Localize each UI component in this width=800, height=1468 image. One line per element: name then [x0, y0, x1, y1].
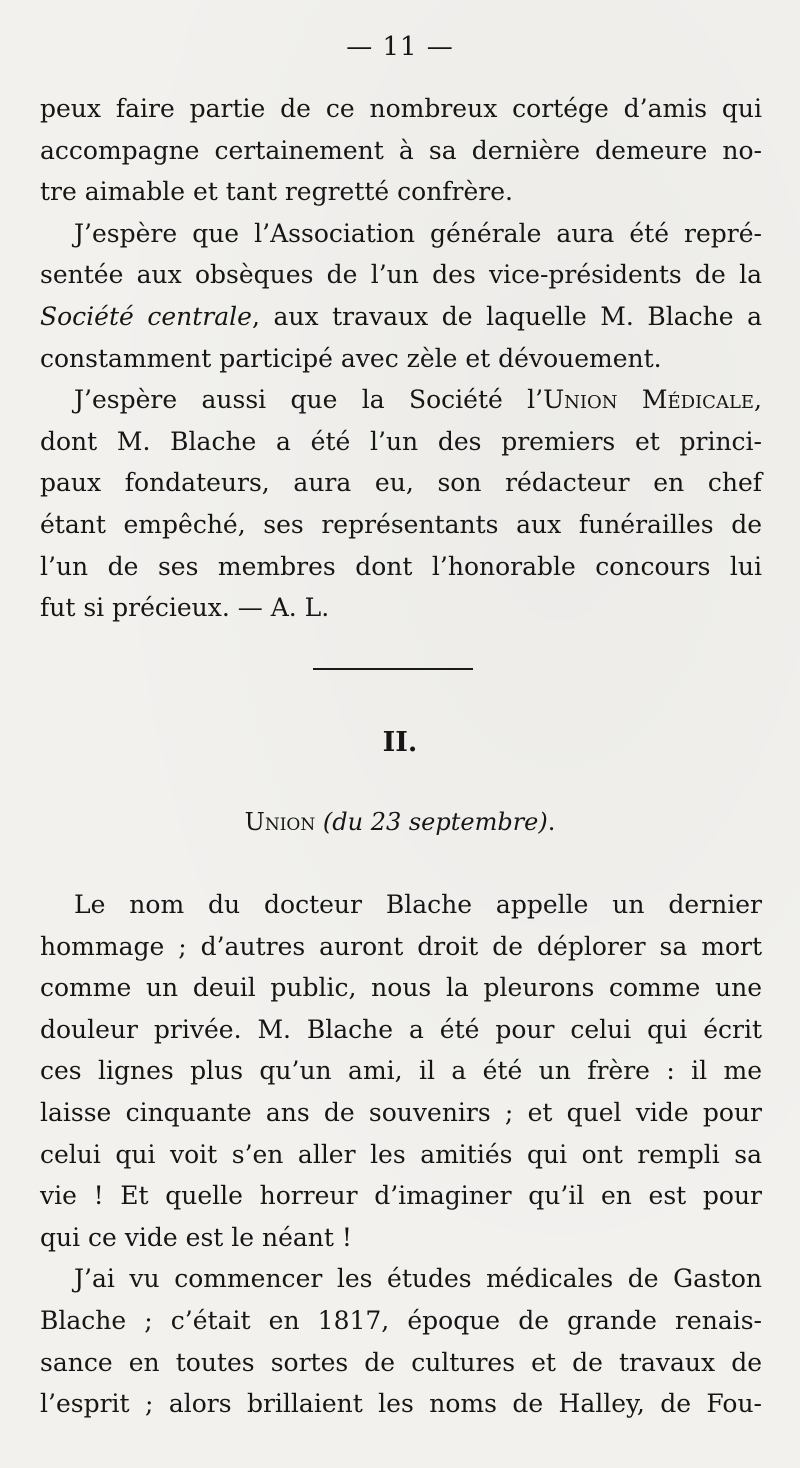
text-line: hommage ; d’autres auront droit de déplorer sa mort [40, 931, 762, 961]
text-line: l’esprit ; alors brillaient les noms de Halley, de Fou- [40, 1389, 762, 1419]
text-line [40, 296, 762, 338]
page-number: — 11 — [346, 32, 454, 62]
text-fragment: , [754, 385, 762, 415]
text-line: Le nom du docteur Blache appelle un dernier [74, 890, 762, 919]
text-line: fut si précieux. — A. L. [40, 593, 330, 623]
text-line: comme un deuil public, nous la pleurons comme une [40, 973, 762, 1003]
section-heading [0, 808, 800, 836]
text-line: laisse cinquante ans de souvenirs ; et quel vide pour [40, 1097, 762, 1127]
section-heading-period: . [547, 808, 556, 836]
text-line: J’espère que l’Association générale aura été repré- [74, 218, 762, 248]
text-line: douleur privée. M. Blache a été pour celui qui écrit [40, 1014, 762, 1044]
text-line: tre aimable et tant regretté confrère. [40, 177, 513, 207]
text-line: qui ce vide est le néant ! [40, 1222, 352, 1252]
section-number: II. [382, 727, 418, 758]
text-line: vie ! Et quelle horreur d’imaginer qu’il en est pour [40, 1181, 762, 1211]
text-line: sentée aux obsèques de l’un des vice-présidents de la [40, 260, 762, 290]
text-line: J’ai vu commencer les études médicales de Gaston [74, 1264, 762, 1294]
text-fragment: , aux travaux de laquelle M. Blache a [251, 301, 762, 331]
section-divider [313, 668, 473, 670]
text-line: constamment participé avec zèle et dévouement. [40, 343, 662, 373]
paragraph-block-1 [40, 88, 762, 629]
text-line: paux fondateurs, aura eu, son rédacteur en chef [40, 468, 762, 498]
text-line: étant empêché, ses représentants aux funérailles de [40, 509, 762, 539]
text-line: accompagne certainement à sa dernière demeure no- [40, 135, 762, 165]
text-line: Blache ; c’était en 1817, époque de grande renais- [40, 1305, 762, 1335]
text-line: dont M. Blache a été l’un des premiers et princi- [40, 426, 762, 456]
text-line: peux faire partie de ce nombreux cortége d’amis qui [40, 94, 762, 123]
section-heading-source: Union [244, 808, 316, 836]
text-fragment: J’espère aussi que la Société l’ [74, 385, 544, 415]
section-heading-date: (du 23 septembre) [322, 808, 548, 836]
smallcaps-journal-name: Union Médicale [543, 385, 755, 415]
italic-society-name: Société centrale [40, 301, 252, 331]
text-line: l’un de ses membres dont l’honorable concours lui [40, 551, 762, 581]
paragraph-block-2 [40, 884, 762, 1425]
text-line: sance en toutes sortes de cultures et de travaux de [40, 1347, 762, 1377]
text-line: celui qui voit s’en aller les amitiés qui ont rempli sa [40, 1139, 762, 1169]
text-line [40, 379, 762, 421]
text-line: ces lignes plus qu’un ami, il a été un frère : il me [40, 1056, 762, 1086]
